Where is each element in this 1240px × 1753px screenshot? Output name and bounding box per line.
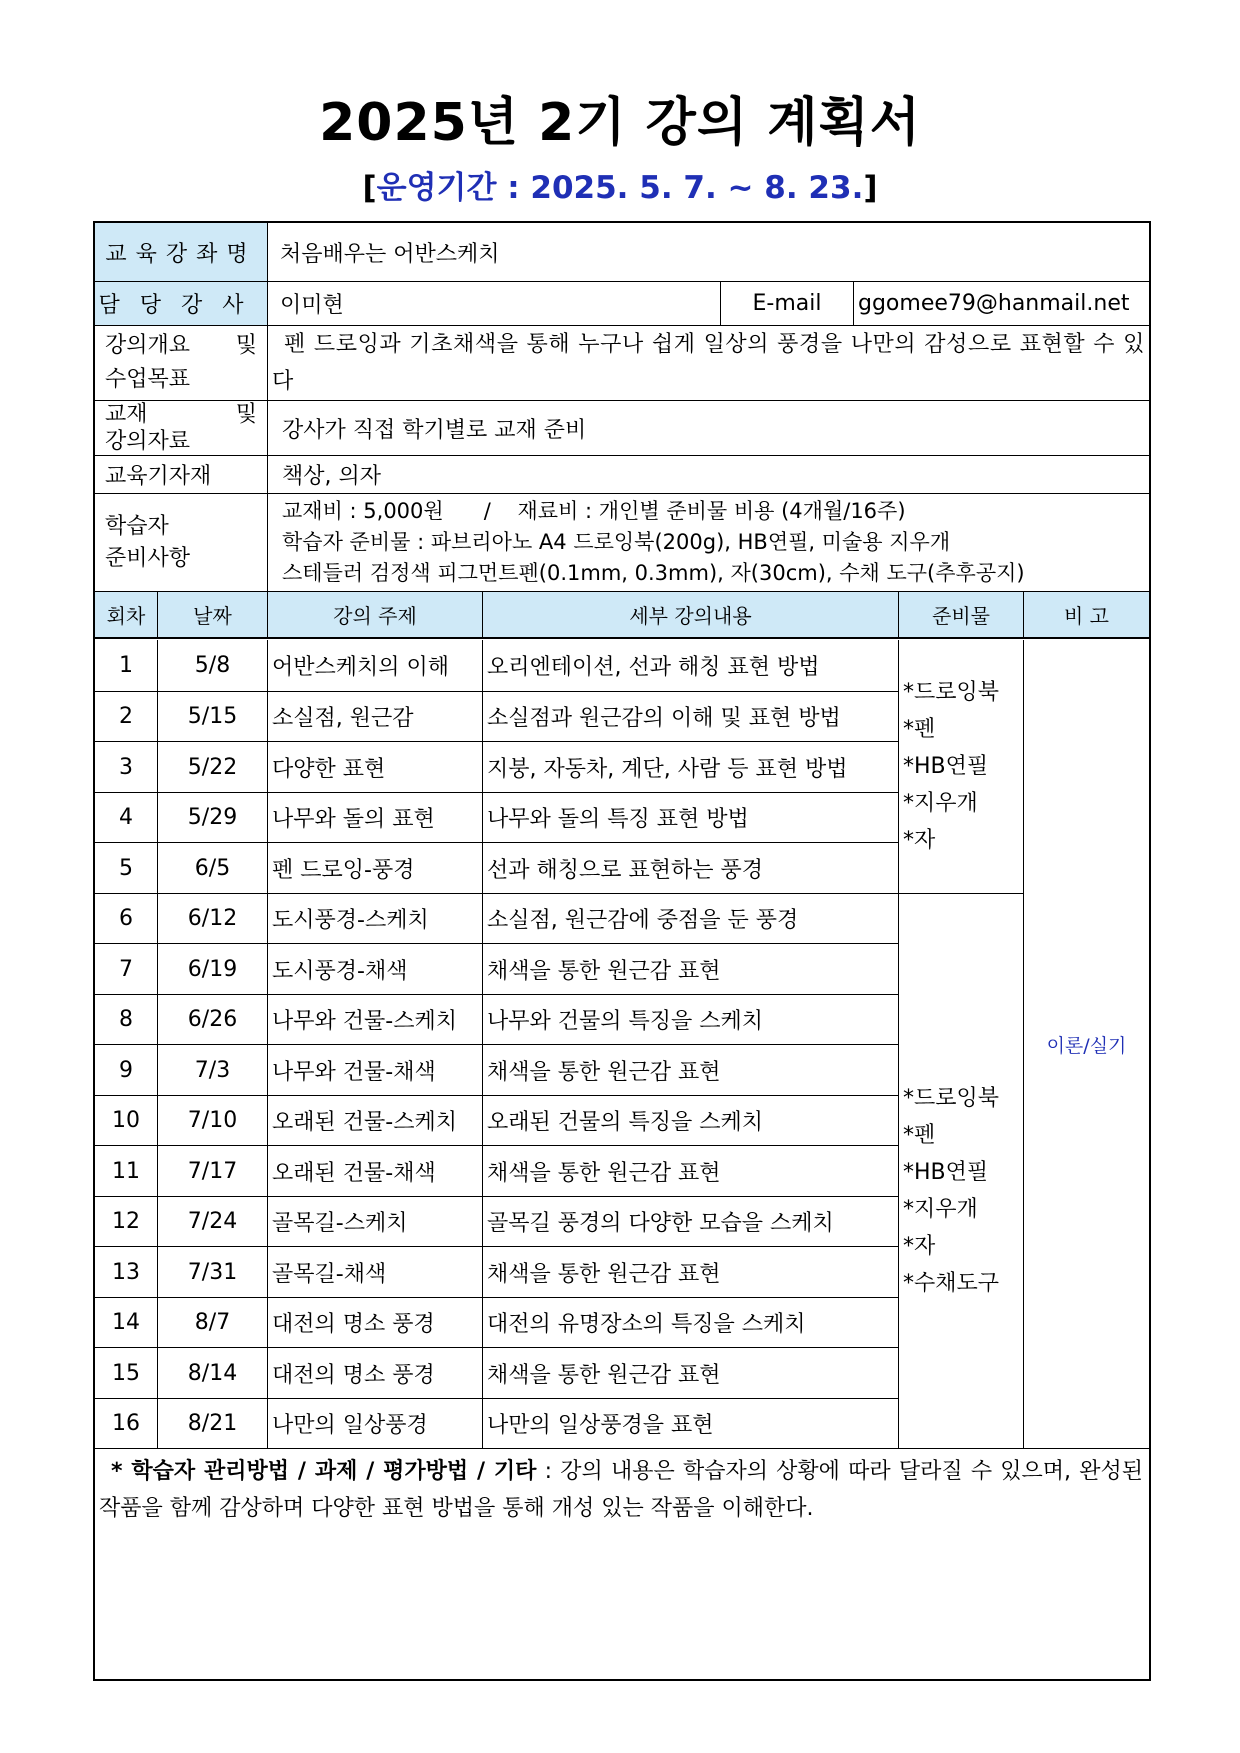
session-no xyxy=(95,1095,157,1145)
supplies-group-b xyxy=(898,893,1023,1448)
equipment-label-text: 교육기자재 xyxy=(105,464,212,489)
supply-item: *HB연필 xyxy=(903,754,989,779)
session-date xyxy=(157,741,267,792)
session-no-text: 15 xyxy=(112,1360,140,1386)
session-detail-text: 나만의 일상풍경을 표현 xyxy=(487,1413,714,1438)
supply-item: *자 xyxy=(903,1234,936,1259)
session-date xyxy=(157,1044,267,1095)
header-topic xyxy=(267,591,482,639)
email-label-text: E-mail xyxy=(752,291,822,316)
session-topic xyxy=(267,1347,482,1398)
session-topic xyxy=(267,1297,482,1347)
session-no-text: 3 xyxy=(119,754,133,780)
supply-item: *펜 xyxy=(903,1123,936,1148)
session-detail-text: 오래된 건물의 특징을 스케치 xyxy=(487,1110,764,1135)
session-no xyxy=(95,691,157,741)
period-line xyxy=(0,162,1240,207)
teacher-value-text: 이미현 xyxy=(280,293,344,318)
session-no-text: 13 xyxy=(112,1259,140,1285)
supply-item: *펜 xyxy=(903,717,936,742)
session-detail-text: 오리엔테이션, 선과 해칭 표현 방법 xyxy=(487,655,820,680)
page-title: 2025년 2기 강의 계획서 xyxy=(319,93,921,153)
overview-value-text: 펜 드로잉과 기초채색을 통해 누구나 쉽게 일상의 풍경을 나만의 감성으로 표현할 수 있다 xyxy=(272,332,1145,394)
session-date xyxy=(157,691,267,741)
session-date-text: 6/5 xyxy=(194,855,231,881)
material-label xyxy=(95,400,267,455)
session-date-text: 5/22 xyxy=(187,754,238,780)
supply-item: *자 xyxy=(903,828,936,853)
header-no-text: 회차 xyxy=(106,604,146,628)
operation-period: 운영기간 : 2025. 5. 7. ~ 8. 23. xyxy=(376,170,864,206)
supply-item: *드로잉북 xyxy=(903,1086,1000,1111)
session-topic xyxy=(267,1145,482,1196)
session-detail xyxy=(482,842,898,893)
session-detail xyxy=(482,741,898,792)
session-no-text: 8 xyxy=(119,1007,133,1032)
session-no-text: 11 xyxy=(112,1158,140,1184)
session-no-text: 6 xyxy=(119,906,133,931)
session-topic xyxy=(267,741,482,792)
session-date xyxy=(157,1246,267,1297)
session-date xyxy=(157,1145,267,1196)
header-remark-text: 비 고 xyxy=(1064,604,1109,628)
session-topic xyxy=(267,994,482,1044)
remark-cell-text: 이론/실기 xyxy=(1046,1034,1127,1057)
session-detail xyxy=(482,994,898,1044)
session-detail-text: 채색을 통한 원근감 표현 xyxy=(487,1059,721,1085)
session-topic-text: 나만의 일상풍경 xyxy=(272,1413,428,1438)
session-detail xyxy=(482,792,898,842)
preparation-label xyxy=(95,493,267,591)
session-detail-text: 채색을 통한 원근감 표현 xyxy=(487,1362,721,1388)
session-date xyxy=(157,792,267,842)
session-date-text: 6/12 xyxy=(187,906,238,931)
supply-item: *수채도구 xyxy=(903,1271,1000,1296)
session-topic-text: 어반스케치의 이해 xyxy=(272,655,450,680)
header-date-text: 날짜 xyxy=(193,604,232,628)
session-topic-text: 나무와 건물-채색 xyxy=(272,1059,436,1085)
session-topic-text: 대전의 명소 풍경 xyxy=(272,1362,435,1388)
supply-item: *HB연필 xyxy=(903,1160,989,1185)
session-topic-text: 오래된 건물-채색 xyxy=(272,1160,436,1186)
session-topic xyxy=(267,842,482,893)
session-date-text: 6/26 xyxy=(187,1007,238,1032)
header-date xyxy=(157,591,267,639)
overview-label-line: 강의개요 및 xyxy=(105,333,257,358)
footer-note-text: : 강의 내용은 학습자의 상황에 따라 달라질 수 있으며, 완성된 작품을 함께 감상하며 다양한 표현 방법을 통해 개성 있는 작품을 이해한다. xyxy=(99,1459,1143,1521)
email-value-text: ggomee79@hanmail.net xyxy=(858,291,1130,316)
session-detail xyxy=(482,1246,898,1297)
session-detail xyxy=(482,943,898,994)
session-detail-text: 대전의 유명장소의 특징을 스케치 xyxy=(487,1312,806,1337)
session-no xyxy=(95,943,157,994)
session-date-text: 8/7 xyxy=(194,1310,231,1335)
session-date-text: 7/24 xyxy=(187,1209,238,1234)
session-no xyxy=(95,1044,157,1095)
supply-item: *지우개 xyxy=(903,1197,978,1222)
supply-item: *지우개 xyxy=(903,791,978,816)
session-topic-text: 도시풍경-채색 xyxy=(272,958,408,984)
material-label-line: 강의자료 xyxy=(105,429,191,454)
header-detail-text: 세부 강의내용 xyxy=(629,604,752,628)
period-open-bracket: [ xyxy=(362,170,377,206)
preparation-line: 교재비 : 5,000원 / 재료비 : 개인별 준비물 비용 (4개월/16주) xyxy=(282,499,906,523)
header-remark xyxy=(1023,591,1149,639)
session-no-text: 4 xyxy=(119,805,133,830)
session-detail xyxy=(482,691,898,741)
session-date-text: 5/15 xyxy=(187,704,238,729)
session-date-text: 8/14 xyxy=(187,1360,238,1386)
session-no xyxy=(95,1196,157,1246)
session-detail-text: 지붕, 자동차, 계단, 사람 등 표현 방법 xyxy=(487,756,848,782)
session-topic xyxy=(267,1095,482,1145)
overview-label-line: 수업목표 xyxy=(105,367,191,392)
header-supplies-text: 준비물 xyxy=(932,604,990,628)
session-detail-text: 나무와 건물의 특징을 스케치 xyxy=(487,1009,764,1034)
session-topic xyxy=(267,792,482,842)
equipment-value-text: 책상, 의자 xyxy=(282,464,381,489)
session-detail xyxy=(482,1347,898,1398)
session-no xyxy=(95,1145,157,1196)
session-no-text: 9 xyxy=(119,1057,133,1083)
course-name-label-text: 교육강좌명 xyxy=(105,241,257,267)
session-topic-text: 펜 드로잉-풍경 xyxy=(272,857,415,883)
session-no xyxy=(95,1246,157,1297)
header-detail xyxy=(482,591,898,639)
session-detail xyxy=(482,640,898,691)
session-detail xyxy=(482,893,898,943)
lecture-plan-table xyxy=(93,221,1151,1681)
session-date xyxy=(157,1196,267,1246)
header-no xyxy=(95,591,157,639)
session-no xyxy=(95,842,157,893)
session-detail xyxy=(482,1145,898,1196)
session-date xyxy=(157,1347,267,1398)
session-date-text: 7/17 xyxy=(187,1158,238,1184)
footer-note xyxy=(95,1448,1149,1679)
session-no-text: 5 xyxy=(119,855,133,881)
overview-label xyxy=(95,325,267,400)
course-name-value xyxy=(267,223,1149,281)
session-topic xyxy=(267,943,482,994)
session-detail-text: 채색을 통한 원근감 표현 xyxy=(487,1261,721,1287)
session-topic-text: 나무와 돌의 표현 xyxy=(272,807,435,832)
remark-cell xyxy=(1023,640,1149,1448)
session-topic xyxy=(267,1398,482,1448)
session-topic-text: 골목길-스케치 xyxy=(272,1211,408,1236)
material-value xyxy=(267,400,1149,455)
session-no-text: 14 xyxy=(112,1310,140,1335)
session-date-text: 6/19 xyxy=(187,956,238,982)
session-date xyxy=(157,1297,267,1347)
session-no xyxy=(95,1398,157,1448)
header-topic-text: 강의 주제 xyxy=(333,604,417,628)
course-name-value-text: 처음배우는 어반스케치 xyxy=(280,241,500,267)
header-supplies xyxy=(898,591,1023,639)
email-value xyxy=(853,281,1149,325)
session-detail-text: 채색을 통한 원근감 표현 xyxy=(487,958,721,984)
session-detail-text: 소실점과 원근감의 이해 및 표현 방법 xyxy=(487,706,841,731)
equipment-value xyxy=(267,455,1149,493)
teacher-value xyxy=(267,281,720,325)
session-detail-text: 채색을 통한 원근감 표현 xyxy=(487,1160,721,1186)
session-no xyxy=(95,1297,157,1347)
session-no-text: 16 xyxy=(112,1411,140,1436)
session-no xyxy=(95,640,157,691)
session-date-text: 7/10 xyxy=(187,1108,238,1133)
session-topic xyxy=(267,893,482,943)
session-detail xyxy=(482,1044,898,1095)
session-detail-text: 선과 해칭으로 표현하는 풍경 xyxy=(487,857,764,883)
session-topic xyxy=(267,640,482,691)
overview-value xyxy=(267,325,1149,400)
session-no xyxy=(95,994,157,1044)
session-topic xyxy=(267,1246,482,1297)
session-detail-text: 나무와 돌의 특징 표현 방법 xyxy=(487,807,749,832)
session-date-text: 7/3 xyxy=(194,1057,231,1083)
supply-item: *드로잉북 xyxy=(903,680,1000,705)
session-date xyxy=(157,1398,267,1448)
session-topic xyxy=(267,1196,482,1246)
session-topic-text: 다양한 표현 xyxy=(272,756,386,782)
course-name-label xyxy=(95,223,267,281)
session-topic-text: 대전의 명소 풍경 xyxy=(272,1312,435,1337)
session-date-text: 5/29 xyxy=(187,805,238,830)
session-topic xyxy=(267,1044,482,1095)
teacher-label xyxy=(95,281,267,325)
session-topic-text: 소실점, 원근감 xyxy=(272,706,414,731)
session-date xyxy=(157,1095,267,1145)
session-date-text: 7/31 xyxy=(187,1259,238,1285)
session-topic-text: 도시풍경-스케치 xyxy=(272,908,429,933)
session-date xyxy=(157,943,267,994)
session-date xyxy=(157,640,267,691)
session-date xyxy=(157,994,267,1044)
session-no-text: 10 xyxy=(112,1108,140,1133)
preparation-label-line: 학습자 xyxy=(105,513,169,539)
preparation-label-line: 준비사항 xyxy=(105,545,191,571)
session-detail xyxy=(482,1095,898,1145)
material-label-line: 교재 및 xyxy=(105,402,257,427)
session-no xyxy=(95,792,157,842)
session-date-text: 5/8 xyxy=(194,653,231,678)
preparation-value xyxy=(267,493,1149,591)
material-value-text: 강사가 직접 학기별로 교재 준비 xyxy=(282,417,587,443)
period-close-bracket: ] xyxy=(863,170,878,206)
footer-note-label: * 학습자 관리방법 / 과제 / 평가방법 / 기타 xyxy=(111,1459,537,1484)
session-no-text: 12 xyxy=(112,1209,140,1234)
supplies-group-a xyxy=(898,640,1023,893)
session-no xyxy=(95,1347,157,1398)
session-no-text: 1 xyxy=(119,653,133,678)
session-detail-text: 골목길 풍경의 다양한 모습을 스케치 xyxy=(487,1211,834,1236)
session-detail xyxy=(482,1297,898,1347)
session-no xyxy=(95,741,157,792)
session-no-text: 2 xyxy=(119,704,133,729)
session-detail-text: 소실점, 원근감에 중점을 둔 풍경 xyxy=(487,908,799,933)
session-topic xyxy=(267,691,482,741)
session-topic-text: 골목길-채색 xyxy=(272,1261,387,1287)
session-date-text: 8/21 xyxy=(187,1411,238,1436)
session-no xyxy=(95,893,157,943)
session-date xyxy=(157,842,267,893)
session-date xyxy=(157,893,267,943)
session-no-text: 7 xyxy=(119,956,133,982)
teacher-label-text: 담당강사 xyxy=(98,293,264,318)
session-topic-text: 나무와 건물-스케치 xyxy=(272,1009,457,1034)
preparation-line: 학습자 준비물 : 파브리아노 A4 드로잉북(200g), HB연필, 미술용 지우개 xyxy=(282,530,951,554)
session-detail xyxy=(482,1398,898,1448)
session-topic-text: 오래된 건물-스케치 xyxy=(272,1110,457,1135)
preparation-line: 스테들러 검정색 피그먼트펜(0.1mm, 0.3mm), 자(30cm), 수채 도구(추후공지) xyxy=(282,561,1025,585)
equipment-label xyxy=(95,455,267,493)
email-label xyxy=(720,281,853,325)
session-detail xyxy=(482,1196,898,1246)
